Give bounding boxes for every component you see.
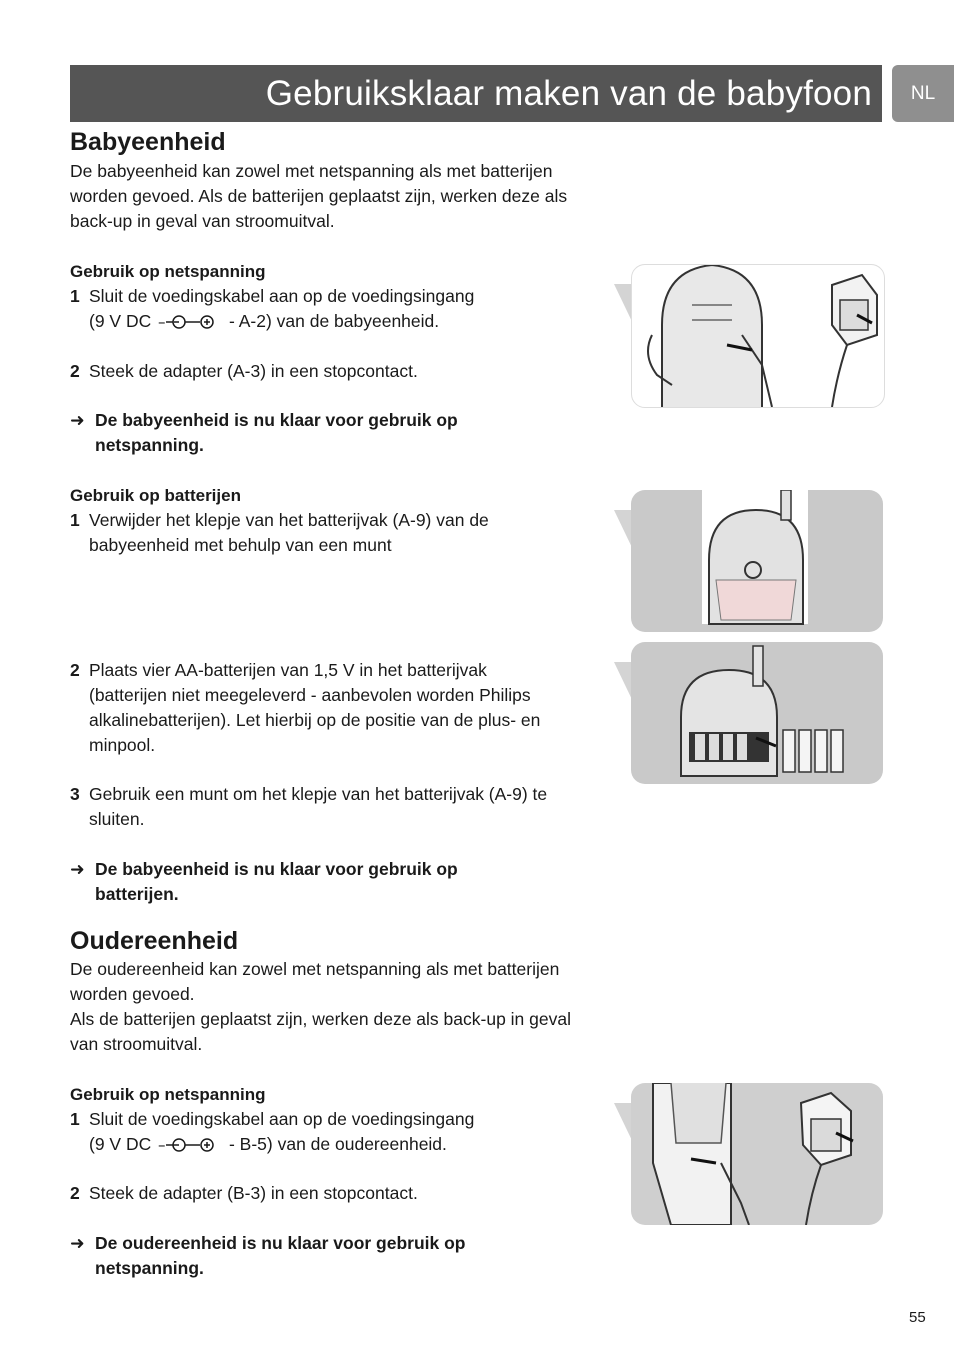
step-text: sluiten. <box>89 809 145 829</box>
parent-intro-line: van stroomuitval. <box>70 1034 203 1054</box>
baby-unit-adapter-drawing <box>632 265 884 407</box>
step-text: Sluit de voedingskabel aan op de voedingsingang <box>89 1109 475 1129</box>
step-text: Plaats vier AA-batterijen van 1,5 V in het batterijvak <box>89 660 487 680</box>
step-text: alkalinebatterijen). Let hierbij op de positie van de plus- en <box>89 710 541 730</box>
section-heading-parent: Oudereenheid <box>70 927 239 955</box>
baby-mains-subheading: Gebruik op netspanning <box>70 262 266 281</box>
step-text: babyeenheid met behulp van een munt <box>89 535 392 555</box>
page-number: 55 <box>909 1309 926 1326</box>
dc-polarity-icon <box>158 1137 222 1153</box>
baby-battery-step-2 <box>70 658 540 758</box>
dc-polarity-icon <box>158 314 222 330</box>
arrow-icon: ➜ <box>70 1233 85 1253</box>
baby-intro-line: De babyeenheid kan zowel met netspanning als met batterijen <box>70 161 553 181</box>
parent-intro <box>70 957 571 1057</box>
step-number: 1 <box>70 510 80 530</box>
step-number: 2 <box>70 1183 80 1203</box>
baby-intro-line: back-up in geval van stroomuitval. <box>70 211 335 231</box>
baby-battery-subheading: Gebruik op batterijen <box>70 486 241 505</box>
language-tab <box>892 65 954 122</box>
page-title: Gebruiksklaar maken van de babyfoon <box>265 73 872 113</box>
parent-intro-line: Als de batterijen geplaatst zijn, werken deze als back-up in geval <box>70 1009 571 1029</box>
step-text: (batterijen niet meegeleverd - aanbevolen worden Philips <box>89 685 531 705</box>
result-text: De babyeenheid is nu klaar voor gebruik op <box>95 410 458 430</box>
illustration-parent-unit-mains <box>631 1083 883 1225</box>
illustration-battery-insert <box>631 642 883 784</box>
parent-intro-line: De oudereenheid kan zowel met netspanning als met batterijen <box>70 959 560 979</box>
parent-unit-adapter-drawing <box>631 1083 883 1225</box>
parent-mains-step-1 <box>70 1107 474 1157</box>
result-text: De oudereenheid is nu klaar voor gebruik op <box>95 1233 466 1253</box>
baby-mains-result <box>70 408 458 458</box>
language-label: NL <box>910 82 936 104</box>
step-number: 1 <box>70 1109 80 1129</box>
battery-insert-drawing <box>631 642 883 784</box>
arrow-icon: ➜ <box>70 410 85 430</box>
step-text: Gebruik een munt om het klepje van het batterijvak (A-9) te <box>89 784 548 804</box>
page-title-bar <box>70 65 882 122</box>
section-heading-baby: Babyeenheid <box>70 128 226 156</box>
result-text: De babyeenheid is nu klaar voor gebruik op <box>95 859 458 879</box>
step-number: 1 <box>70 286 80 306</box>
baby-intro <box>70 159 567 234</box>
step-text: - A-2) van de babyeenheid. <box>228 311 440 331</box>
baby-intro-line: worden gevoed. Als de batterijen geplaatst zijn, werken deze als <box>70 186 568 206</box>
arrow-icon: ➜ <box>70 859 85 879</box>
svg-text:–: – <box>158 314 166 330</box>
parent-intro-line: worden gevoed. <box>70 984 195 1004</box>
illustration-battery-cover <box>631 490 883 632</box>
baby-battery-step-1 <box>70 508 489 558</box>
step-text: (9 V DC <box>89 1134 152 1154</box>
battery-cover-drawing <box>631 490 883 632</box>
step-number: 2 <box>70 660 80 680</box>
illustration-baby-unit-mains <box>631 264 885 408</box>
baby-battery-result <box>70 857 458 907</box>
step-text: Steek de adapter (B-3) in een stopcontact. <box>89 1183 418 1203</box>
step-text: Steek de adapter (A-3) in een stopcontact. <box>89 361 418 381</box>
step-text: (9 V DC <box>89 311 152 331</box>
step-text: - B-5) van de oudereenheid. <box>228 1134 447 1154</box>
parent-mains-step-2 <box>70 1181 418 1206</box>
step-text: minpool. <box>89 735 156 755</box>
parent-mains-subheading: Gebruik op netspanning <box>70 1085 266 1104</box>
baby-mains-step-1 <box>70 284 474 334</box>
step-number: 3 <box>70 784 80 804</box>
step-text: Sluit de voedingskabel aan op de voedingsingang <box>89 286 475 306</box>
step-text: Verwijder het klepje van het batterijvak (A-9) van de <box>89 510 489 530</box>
step-number: 2 <box>70 361 80 381</box>
result-text: netspanning. <box>95 435 204 455</box>
result-text: batterijen. <box>95 884 179 904</box>
result-text: netspanning. <box>95 1258 204 1278</box>
baby-battery-step-3 <box>70 782 547 832</box>
parent-mains-result <box>70 1231 466 1281</box>
svg-text:–: – <box>158 1137 166 1153</box>
baby-mains-step-2 <box>70 359 418 384</box>
